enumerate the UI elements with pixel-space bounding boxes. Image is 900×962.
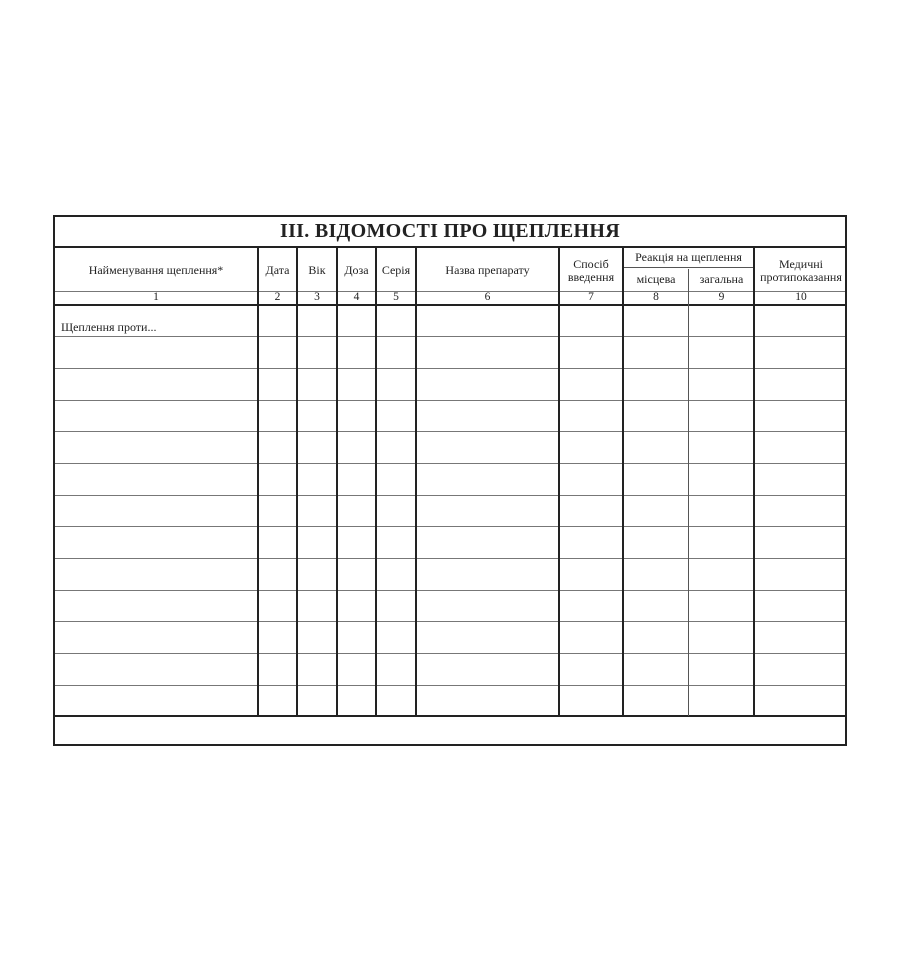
header-contraindications: Медичні протипоказання: [760, 256, 842, 284]
row-separator: [55, 431, 845, 432]
column-divider: [415, 248, 417, 716]
header-reaction-general: загальна: [699, 272, 744, 286]
table-bottom-border: [55, 715, 845, 717]
column-number: 6: [484, 290, 491, 303]
row-separator: [55, 590, 845, 591]
column-divider: [296, 248, 298, 716]
vaccination-form: [53, 215, 847, 746]
row-separator: [55, 526, 845, 527]
column-divider: [257, 248, 259, 716]
header-date: Дата: [265, 263, 290, 277]
form-title: ІІІ. ВІДОМОСТІ ПРО ЩЕПЛЕННЯ: [55, 217, 845, 248]
column-number: 1: [153, 290, 159, 303]
column-number: 4: [353, 290, 360, 303]
row-separator: [55, 463, 845, 464]
row-label: Щеплення проти...: [61, 320, 157, 334]
row-separator: [55, 368, 845, 369]
column-number: 3: [314, 290, 320, 303]
header-dose: Доза: [344, 263, 369, 277]
row-separator: [55, 685, 845, 686]
column-divider: [622, 248, 624, 716]
column-number: 5: [393, 290, 399, 303]
header-drug-name: Назва препарату: [445, 263, 530, 277]
column-number: 8: [653, 290, 659, 303]
column-divider: [336, 248, 338, 716]
column-number: 7: [588, 290, 594, 303]
vaccination-table: [55, 217, 845, 744]
header-age: Вік: [308, 263, 326, 277]
row-separator: [55, 400, 845, 401]
header-reaction: Реакція на щеплення: [635, 250, 742, 264]
column-number: 2: [274, 290, 281, 303]
header-reaction-local: місцева: [636, 272, 676, 286]
header-vaccination-name: Найменування щеплення*: [88, 263, 224, 277]
column-divider: [753, 248, 755, 716]
row-separator: [55, 653, 845, 654]
row-separator: [55, 621, 845, 622]
column-divider: [375, 248, 377, 716]
header-administration-method: Спосіб введення: [567, 256, 615, 284]
row-separator: [55, 336, 845, 337]
column-number: 10: [795, 290, 807, 303]
row-separator: [55, 558, 845, 559]
row-separator: [55, 495, 845, 496]
column-divider: [558, 248, 560, 716]
column-numbers-separator: [55, 304, 845, 306]
column-number: 9: [718, 290, 725, 303]
column-divider: [688, 269, 689, 716]
header-series: Серія: [381, 263, 411, 277]
